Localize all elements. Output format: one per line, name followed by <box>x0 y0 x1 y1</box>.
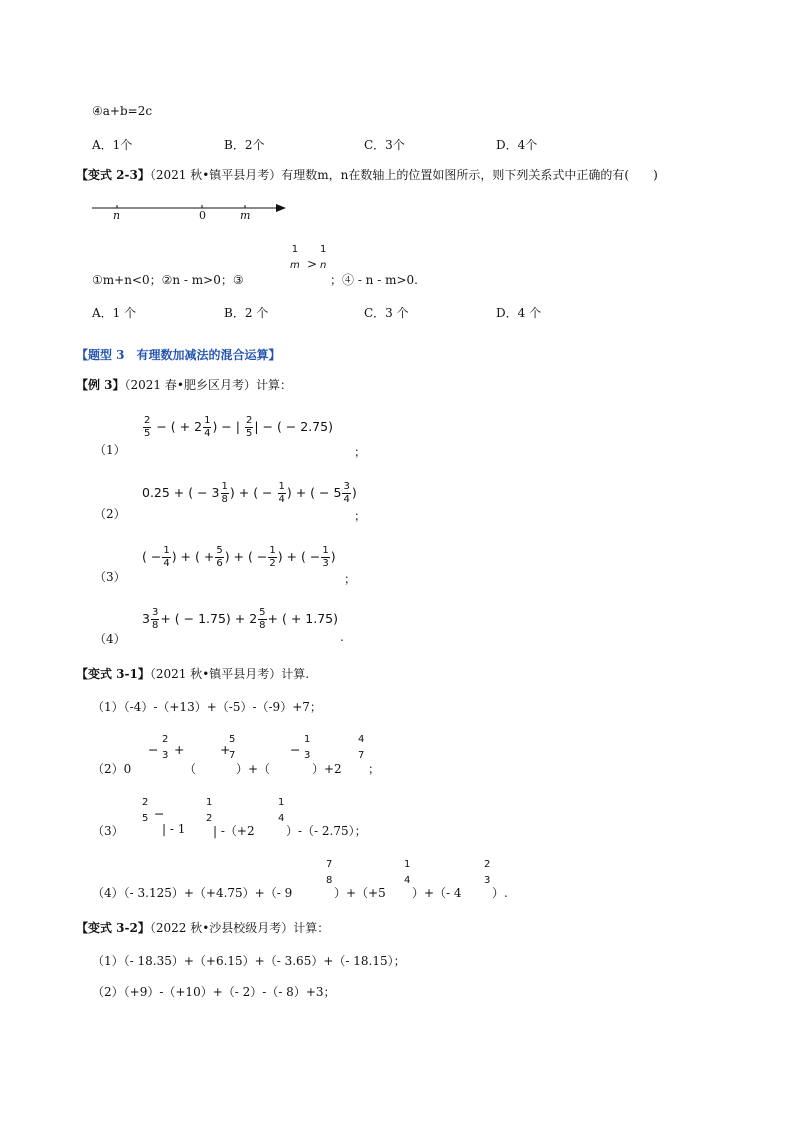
fraction-1-4b: 1 4 <box>404 859 411 886</box>
fraction-1-4: 1 4 <box>278 797 285 824</box>
v31-l2-lp1: （ <box>184 762 197 776</box>
fraction-2-3: 2 3 <box>162 734 169 761</box>
v31-l3-bar1: | - 1 <box>162 822 186 836</box>
fraction-1-over-n: 1 n <box>320 244 327 271</box>
fraction: $\frac{5}{8}$ <box>259 607 266 631</box>
greater-than-sign: > <box>307 257 318 271</box>
v31-l4-mid1: ）+（+5 <box>334 886 386 900</box>
v31-l4-end: ）. <box>492 886 508 900</box>
v31-l2-minus2: − <box>290 742 301 757</box>
v31-l3-pre: （3） <box>92 824 124 838</box>
fraction: $\frac{1}{4}$ <box>163 545 170 569</box>
variant-text: 有理数m，n在数轴上的位置如图所示，则下列关系式中正确的有( ) <box>281 168 658 182</box>
v31-l2-rp2: ）+2 <box>312 762 342 776</box>
fraction: $\frac{2}{5}$ <box>144 415 151 439</box>
fraction: $\frac{5}{6}$ <box>216 545 223 569</box>
v31-l2-end: ； <box>368 762 381 776</box>
v31-l2-rp1: ）+（ <box>236 762 271 776</box>
v31-l2-plus1: + <box>174 742 185 757</box>
ex3-item1-end: ； <box>354 445 367 459</box>
fraction-5-7: 5 7 <box>229 734 236 761</box>
option-d-2: D．4 个 <box>496 306 542 320</box>
variant-3-1-line1: （1）（-4）-（+13）+（-5）-（-9）+7； <box>92 700 322 714</box>
fraction-1-3: 1 3 <box>304 734 311 761</box>
example-3-header: 【例 3】（2021 春•肥乡区月考）计算： <box>76 378 292 392</box>
fraction: $\frac{2}{5}$ <box>245 415 253 439</box>
ex3-item4-number: （4） <box>94 632 126 646</box>
fraction-4-7: 4 7 <box>358 734 365 761</box>
ex3-item4-end: . <box>340 630 344 644</box>
fraction: $\frac{3}{4}$ <box>343 481 350 505</box>
option-b: B．2个 <box>224 138 265 152</box>
fraction: $\frac{1}{2}$ <box>269 545 276 569</box>
option-c: C．3个 <box>364 138 405 152</box>
variant-tag: 【变式 2-3】 <box>76 168 150 182</box>
ex3-item2-number: （2） <box>94 507 126 521</box>
fraction: $\frac{1}{4}$ <box>204 415 211 439</box>
fraction-7-8: 7 8 <box>326 859 333 886</box>
variant-3-2-line2: （2）（+9）-（+10）+（- 2）-（- 8）+3； <box>92 985 336 999</box>
option-a-2: A．1 个 <box>92 306 137 320</box>
variant-3-2-line1: （1）（- 18.35）+（+6.15）+（- 3.65）+（- 18.15）； <box>92 954 406 968</box>
ex3-expr1: $\frac{2}{5}$ − ( + 2 $\frac{1}{4}$ ) − | $\frac{2}{5}$ | − ( − 2.75) <box>144 415 333 439</box>
option-a: A．1个 <box>92 138 133 152</box>
fraction: $\frac{1}{8}$ <box>221 481 228 505</box>
v31-l2-plus2: + <box>220 742 231 757</box>
v31-l2-pre: （2）0 <box>92 762 132 776</box>
ex3-item2-end: ； <box>354 509 367 523</box>
ex3-expr3: ( − $\frac{1}{4}$ ) + ( + $\frac{5}{6}$ ) + ( − $\frac{1}{2}$ ) + ( − $\frac{1}{3}$ ) <box>142 545 336 569</box>
v31-l3-minus: − <box>154 806 165 821</box>
option-b-2: B．2 个 <box>224 306 269 320</box>
ex3-expr4: 3 $\frac{3}{8}$ + ( − 1.75) + 2 $\frac{5}{8}$ + ( + 1.75) <box>142 607 338 631</box>
v31-l2-minus: − <box>148 742 159 757</box>
variant-3-2-header: 【变式 3-2】（2022 秋•沙县校级月考）计算： <box>76 921 330 935</box>
ex3-expr2: 0.25 + ( − 3 $\frac{1}{8}$ ) + ( − $\frac{1}{4}$ ) + ( − 5 $\frac{3}{4}$ ) <box>142 481 357 505</box>
v31-l4-mid2: ）+（- 4 <box>412 886 462 900</box>
fraction-1-2: 1 2 <box>206 797 213 824</box>
section-title: 【题型 3 有理数加减法的混合运算】 <box>76 348 281 362</box>
variant-2-3-question <box>76 166 658 183</box>
ex3-item1-number: （1） <box>94 443 126 457</box>
arrow-head-icon <box>276 204 286 212</box>
axis-label-m: m <box>240 209 251 222</box>
option-d: D．4个 <box>496 138 538 152</box>
ex3-item3-end: ； <box>344 572 357 586</box>
statement-4: ；④ - n - m>0. <box>330 273 418 287</box>
fraction: $\frac{1}{4}$ <box>278 481 285 505</box>
fraction-1-over-m: 1 m <box>290 244 300 271</box>
fraction: $\frac{3}{8}$ <box>151 607 159 631</box>
v31-l4-pre: （4）（- 3.125）+（+4.75）+（- 9 <box>92 886 293 900</box>
ex3-item3-number: （3） <box>94 570 126 584</box>
statement-1-3: ①m+n<0；②n - m>0；③ <box>92 273 244 287</box>
axis-label-n: n <box>113 209 121 222</box>
fraction: $\frac{1}{3}$ <box>322 545 329 569</box>
fraction-2-3b: 2 3 <box>484 859 491 886</box>
variant-3-1-header: 【变式 3-1】（2021 秋•镇平县月考）计算. <box>76 667 310 681</box>
variant-source: （2021 秋•镇平县月考） <box>149 168 282 182</box>
v31-l3-post: ）-（- 2.75）； <box>286 824 367 838</box>
axis-label-zero: 0 <box>199 209 206 222</box>
v31-l3-bar2: | -（+2 <box>213 824 255 838</box>
option-c-2: C．3 个 <box>364 306 409 320</box>
q2-2-item4: ④a+b=2c <box>92 104 153 118</box>
fraction-2-5: 2 5 <box>142 797 149 824</box>
